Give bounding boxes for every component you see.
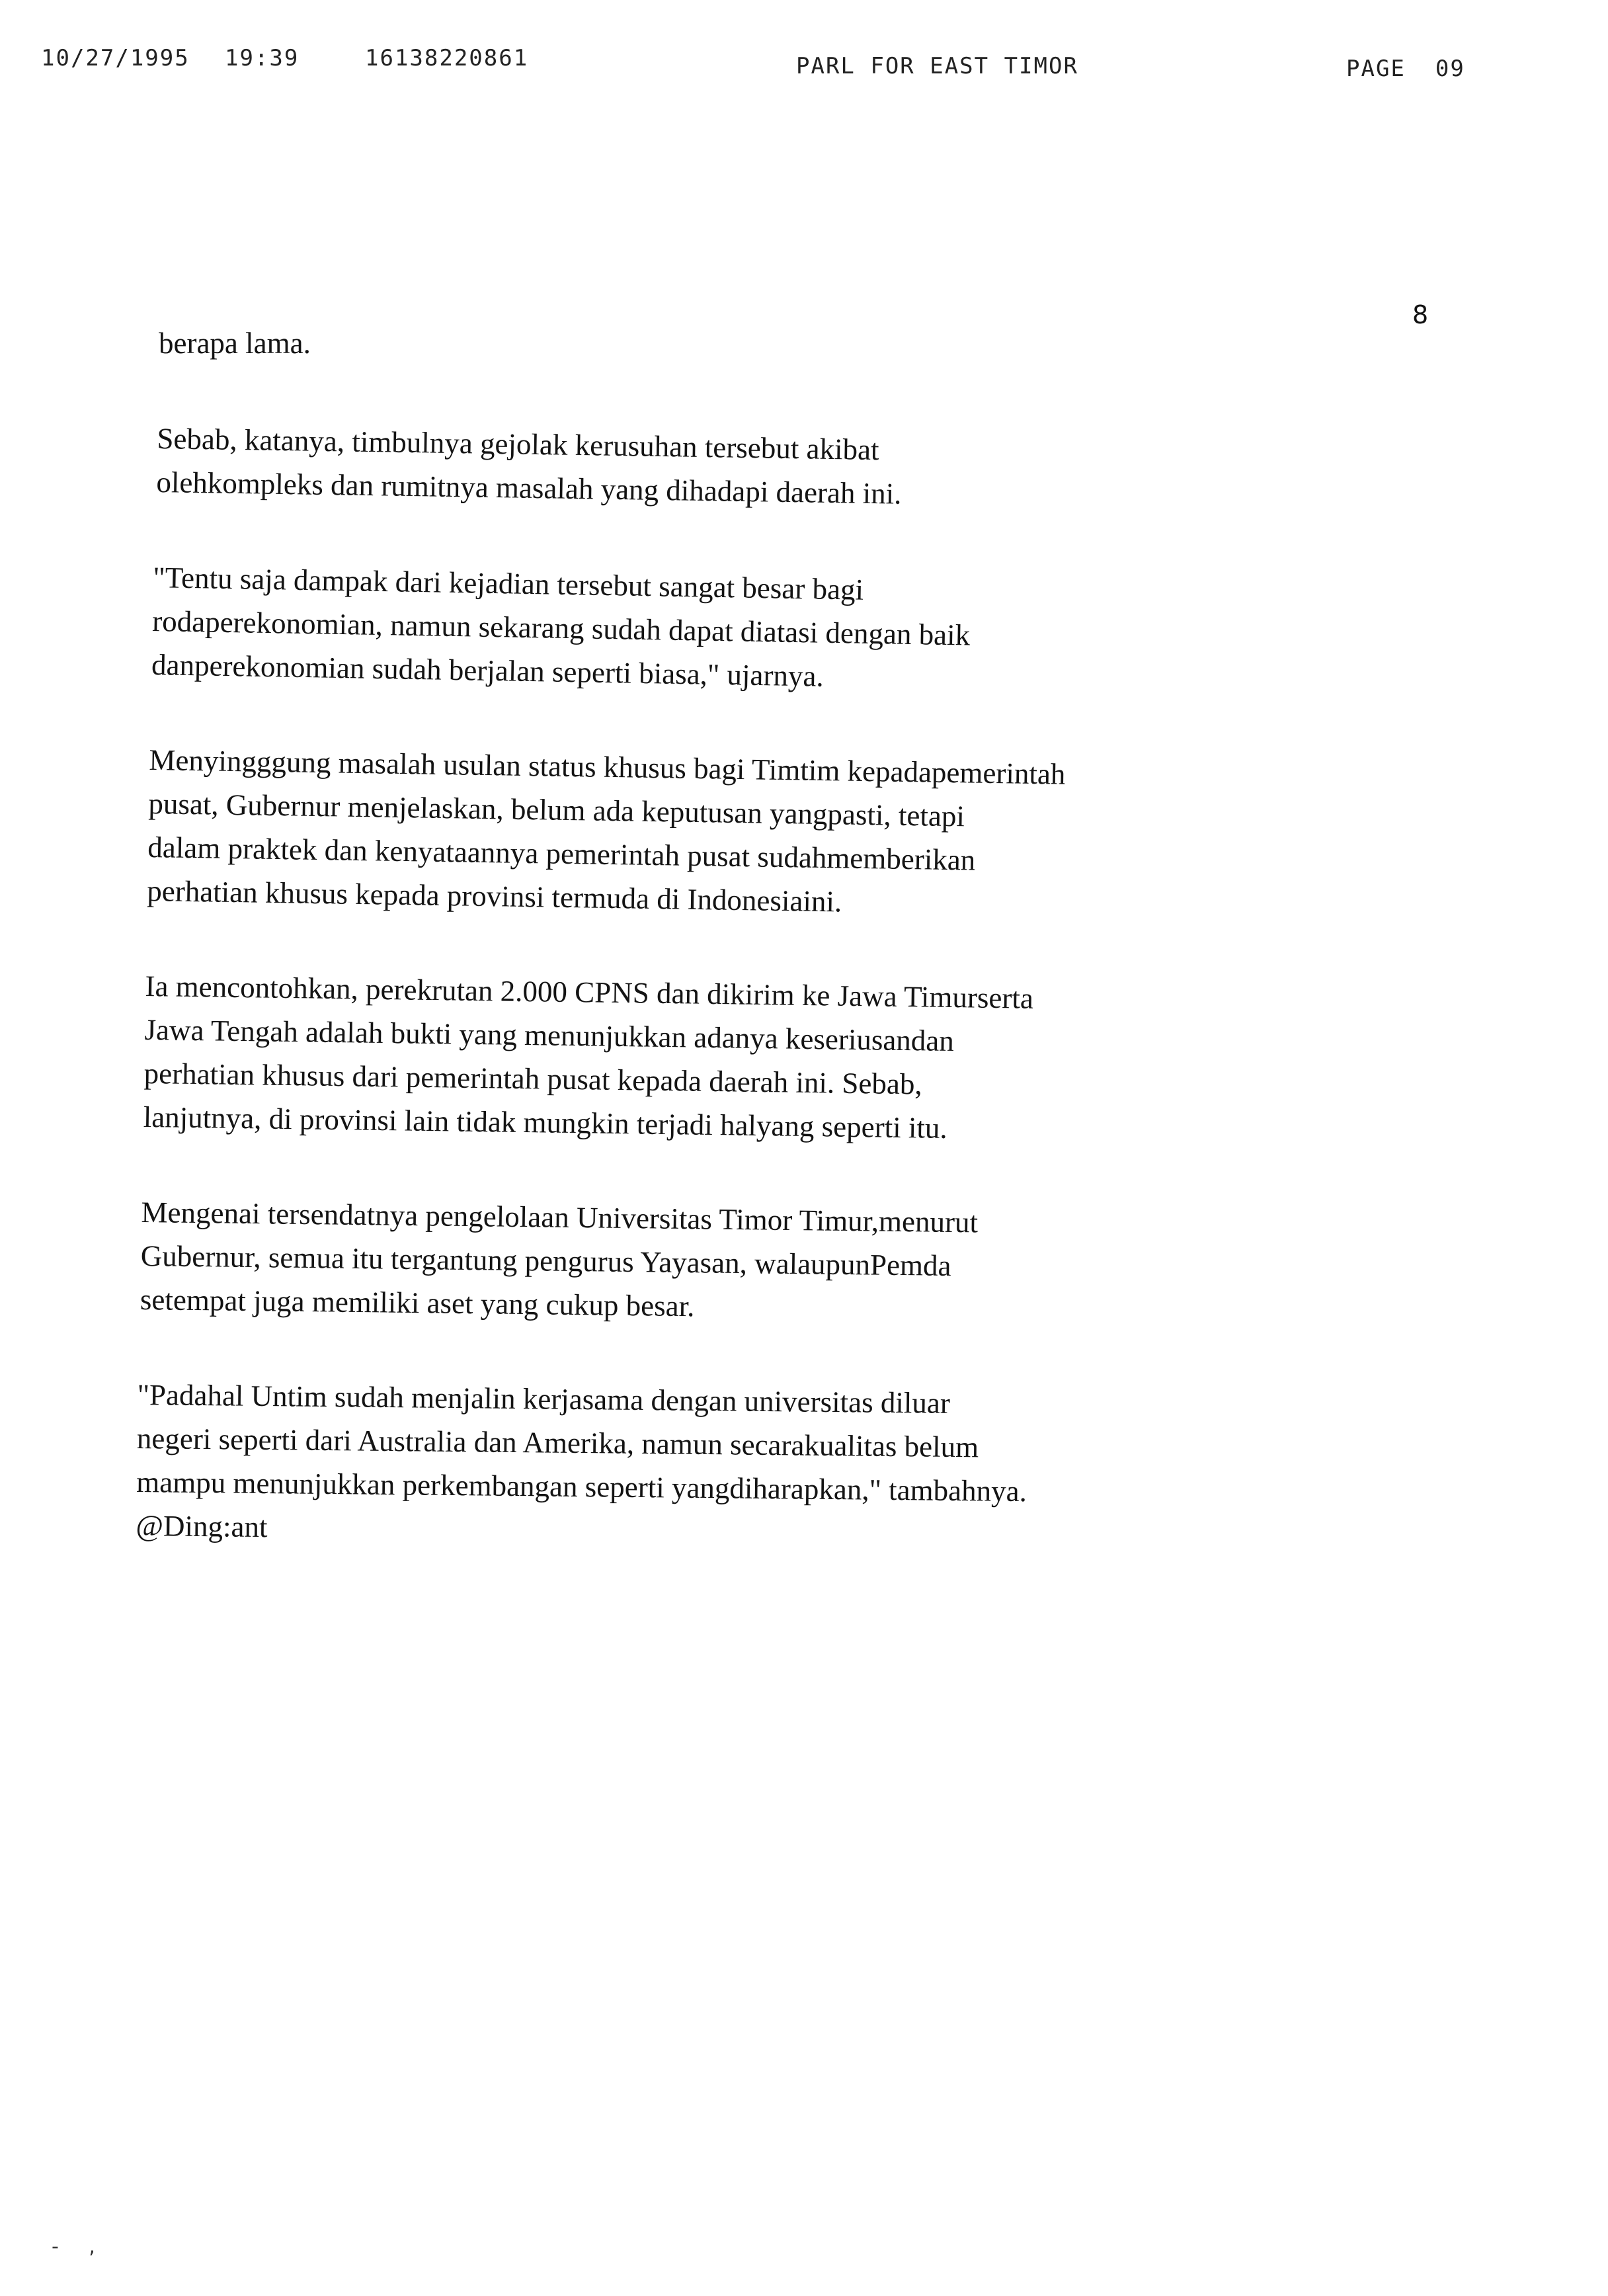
text-line: olehkompleks dan rumitnya masalah yang dihadapi daerah ini.	[156, 465, 902, 511]
text-line: Jawa Tengah adalah bukti yang menunjukkan adanya keseriusandan	[144, 1012, 955, 1058]
text-line: setempat juga memiliki aset yang cukup besar.	[140, 1282, 695, 1323]
fax-page-value: 09	[1435, 56, 1465, 82]
text-line: mampu menunjukkan perkembangan seperti yangdiharapkan," tambahnya.	[136, 1465, 1027, 1508]
fax-phone-number: 16138220861	[365, 45, 529, 71]
text-line: perhatian khusus kepada provinsi termuda di Indonesiaini.	[146, 874, 842, 919]
text-line: Mengenai tersendatnya pengelolaan Universitas Timor Timur,menurut	[141, 1195, 979, 1239]
paragraph	[140, 1190, 1226, 1334]
article-body	[136, 321, 1226, 1599]
fax-time: 19:39	[225, 45, 300, 71]
text-line: perhatian khusus dari pemerintah pusat kepada daerah ini. Sebab,	[143, 1056, 923, 1101]
text-line: Menyingggung masalah usulan status khusus bagi Timtim kepadapemerintah	[149, 743, 1066, 791]
fax-date: 10/27/1995	[41, 45, 190, 71]
fax-page-label: PAGE	[1346, 56, 1406, 82]
text-line: negeri seperti dari Australia dan Amerika, namun secarakualitas belum	[136, 1421, 979, 1464]
text-line: dalam praktek dan kenyataannya pemerintah pusat sudahmemberikan	[147, 830, 976, 877]
text-line: "Padahal Untim sudah menjalin kerjasama dengan universitas diluar	[137, 1377, 951, 1420]
text-line: @Ding:ant	[136, 1508, 268, 1544]
paragraph	[143, 964, 1226, 1154]
paragraph	[151, 555, 1226, 705]
paragraph	[136, 1373, 1226, 1559]
fax-page-indicator	[1346, 56, 1465, 82]
paragraph	[159, 321, 1243, 365]
text-line: rodaperekonomian, namun sekarang sudah dapat diatasi dengan baik	[151, 604, 971, 652]
text-line: berapa lama.	[159, 327, 311, 360]
text-line: danperekonomian sudah berjalan seperti biasa," ujarnya.	[151, 647, 824, 693]
fax-header	[0, 41, 1608, 87]
fax-title: PARL FOR EAST TIMOR	[796, 53, 1078, 79]
text-line: lanjutnya, di provinsi lain tidak mungkin terjadi halyang seperti itu.	[143, 1100, 948, 1145]
scan-mark: - ,	[52, 2235, 107, 2258]
paragraph	[156, 417, 1226, 520]
text-line: Ia mencontohkan, perekrutan 2.000 CPNS dan dikirim ke Jawa Timurserta	[145, 969, 1034, 1015]
paragraph	[147, 738, 1226, 930]
text-line: pusat, Gubernur menjelaskan, belum ada keputusan yangpasti, tetapi	[148, 786, 965, 833]
text-line: Sebab, katanya, timbulnya gejolak kerusuhan tersebut akibat	[157, 421, 879, 467]
text-line: "Tentu saja dampak dari kejadian tersebut sangat besar bagi	[152, 560, 864, 606]
text-line: Gubernur, semua itu tergantung pengurus Yayasan, walaupunPemda	[140, 1239, 951, 1282]
page-number: 8	[1412, 300, 1429, 329]
